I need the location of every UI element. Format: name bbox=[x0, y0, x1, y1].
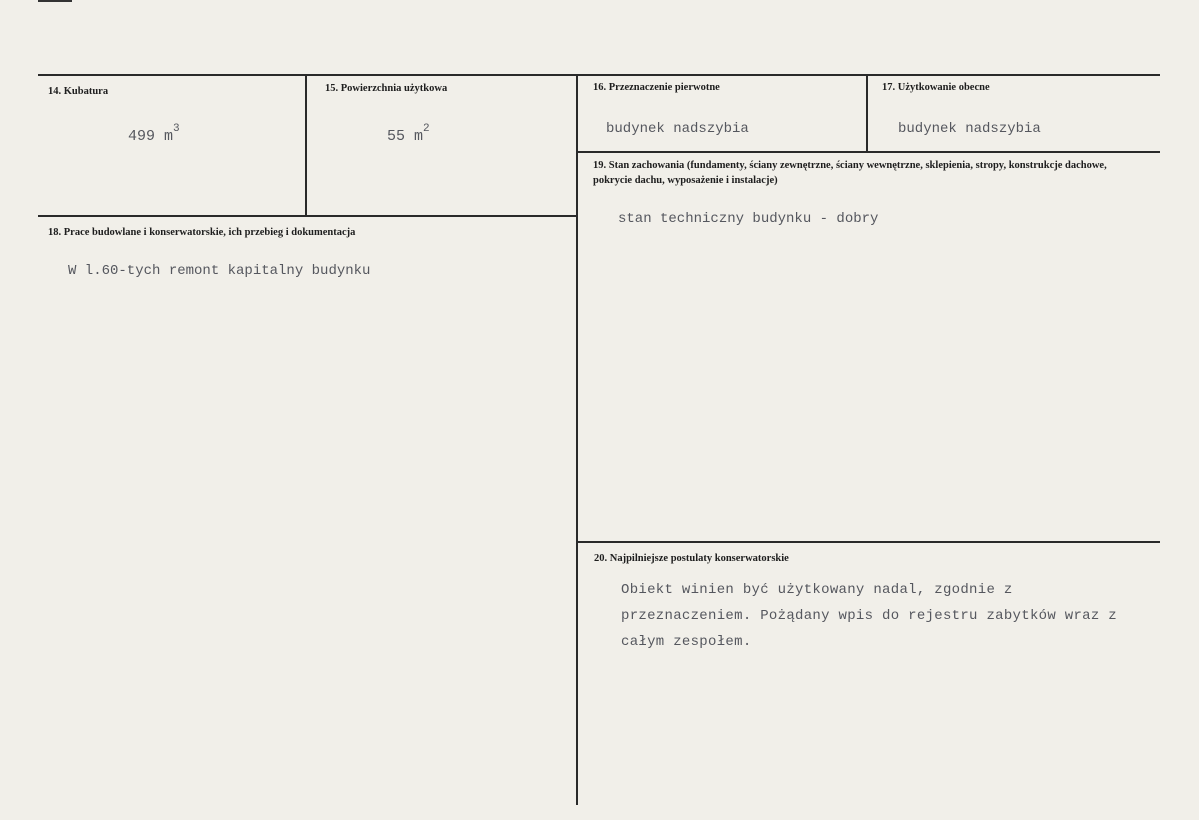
field-17-value: budynek nadszybia bbox=[898, 121, 1041, 137]
field-14-value bbox=[128, 123, 180, 145]
field-20-label: 20. Najpilniejsze postulaty konserwatorskie bbox=[594, 553, 789, 564]
field-20-value: Obiekt winien być użytkowany nadal, zgodnie z przeznaczeniem. Pożądany wpis do rejestru zabytków wraz z całym zespołem. bbox=[621, 582, 1117, 650]
rule-under-14-15 bbox=[38, 215, 578, 217]
field-19-label: 19. Stan zachowania (fundamenty, ściany zewnętrzne, ściany wewnętrzne, sklepienia, stropy, konstrukcje dachowe, pokrycie dachu, wyposażenie i instalacje) bbox=[593, 160, 1107, 186]
divider-16-17 bbox=[866, 75, 868, 152]
rule-above-20 bbox=[577, 541, 1160, 543]
field-19-value: stan techniczny budynku - dobry bbox=[618, 211, 879, 227]
rule-top bbox=[38, 74, 1160, 76]
field-15-label: 15. Powierzchnia użytkowa bbox=[325, 83, 448, 94]
field-18-value: W l.60-tych remont kapitalny budynku bbox=[68, 263, 371, 279]
field-17-label: 17. Użytkowanie obecne bbox=[882, 82, 990, 93]
field-16-label: 16. Przeznaczenie pierwotne bbox=[593, 82, 720, 93]
powierzchnia-unit: m bbox=[414, 128, 424, 145]
divider-14-15 bbox=[305, 75, 307, 216]
kubatura-unit: m bbox=[164, 128, 174, 145]
corner-mark bbox=[38, 0, 72, 2]
field-16-value: budynek nadszybia bbox=[606, 121, 749, 137]
powierzchnia-exponent: 2 bbox=[423, 123, 430, 135]
rule-under-16-17 bbox=[577, 151, 1160, 153]
field-18-label: 18. Prace budowlane i konserwatorskie, ich przebieg i dokumentacja bbox=[48, 227, 356, 238]
divider-left-right bbox=[576, 75, 578, 805]
kubatura-exponent: 3 bbox=[173, 123, 180, 135]
field-15-value bbox=[387, 123, 430, 145]
powierzchnia-value: 55 bbox=[387, 128, 406, 145]
kubatura-value: 499 bbox=[128, 128, 156, 145]
field-14-label: 14. Kubatura bbox=[48, 86, 109, 97]
